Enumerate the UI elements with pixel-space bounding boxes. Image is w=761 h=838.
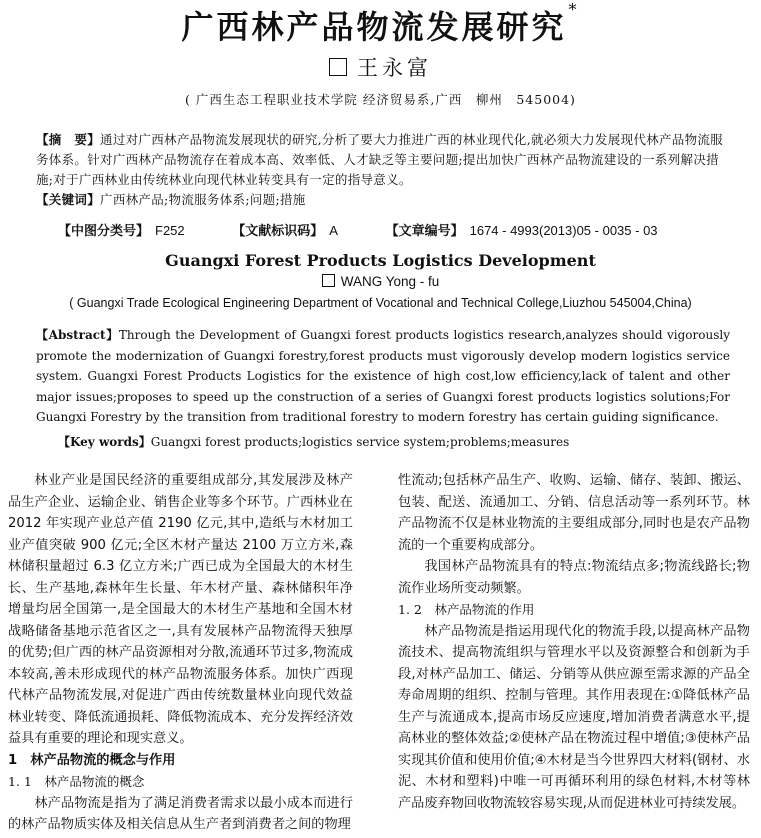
english-author-line (0, 274, 761, 289)
author-name: 王永富 (357, 56, 432, 80)
keywords-en-text: Guangxi forest products;logistics service system;problems;measures (150, 435, 570, 449)
section-1-1-features: 我国林产品物流具有的特点:物流结点多;物流线路长;物流作业场所变动频繁。 (398, 559, 750, 596)
section-1-1-paragraph-cont: 性流动;包括林产品生产、收购、运输、储存、装卸、搬运、包装、配送、流通加工、分销、信息活动等一系列环节。林产品物流不仅是林业物流的主要组成部分,同时也是农产品物流的一个重要构成部分。 (398, 473, 750, 553)
section-1-1-paragraph-start: 林产品物流是指为了满足消费者需求以最小成本而进行的林产品物质实体及相关信息从生产者到消费者之间的物理 (8, 795, 353, 832)
english-title: Guangxi Forest Products Logistics Development (165, 251, 596, 270)
body-left-column (8, 470, 353, 836)
paper-title: 广西林产品物流发展研究 * (181, 0, 580, 46)
classification-row (58, 220, 664, 239)
keywords-zh-text: 广西林产品;物流服务体系;问题;措施 (100, 192, 306, 207)
author-box-icon (329, 58, 347, 76)
article-number-value: 1674 - 4993(2013)05 - 0035 - 03 (469, 223, 658, 238)
title-footnote-mark: * (568, 0, 580, 19)
keywords-zh-label: 【关键词】 (36, 192, 101, 207)
english-affiliation: ( Guangxi Trade Ecological Engineering Department of Vocational and Technical College,Liuzhou 545004,China) (69, 296, 692, 310)
abstract-en-text: Through the Development of Guangxi forest products logistics research,analyzes should vigorously promote the modernization of Guangxi forestry,forest products must vigorously develop modern logistics service system. Guangxi Forest Products Logistics for the existence of high cost,low efficiency,lack of talent and other major issues;proposes to speed up the construction of a series of Guangxi forest products logistics solutions;For Guangxi Forestry by the transition from traditional forestry to modern forestry has certain guiding significance. (36, 328, 730, 425)
keywords-en-label: 【Key words】 (58, 435, 151, 449)
clc-label: 【中图分类号】 (58, 223, 150, 238)
author-line (0, 52, 761, 82)
clc-value: F252 (155, 223, 185, 238)
doc-code-value: A (329, 223, 338, 238)
intro-paragraph: 林业产业是国民经济的重要组成部分,其发展涉及林产品生产企业、运输企业、销售企业等多个环节。广西林业在 2012 年实现产业总产值 2190 亿元,其中,造纸与木材加工业产值突破 900 亿元;全区木材产量达 2100 万立方米,森林储积量超过 6.3 亿立方米;广西已成为全国最大的木材生长、生产基地,森林年生长量、年木材产量、森林储积年净增量均居全国第一,是全国最大的木材生产基地和全国木材战略储备基地示范省区之一,具有发展林产品物流得天独厚的优势;但广西的林产品资源相对分散,流通环节过多,物流成本较高,善未形成现代的林产品物流服务体系。加快广西现代林产品物流发展,对促进广西由传统数量林业向现代效益林业转变、降低流通损耗、降低物流成本、充分发挥经济效益具有重要的理论和现实意义。 (8, 473, 353, 746)
abstract-zh (36, 130, 730, 210)
abstract-zh-label: 【摘 要】 (36, 132, 101, 147)
english-author-box-icon (322, 274, 335, 287)
abstract-en (36, 325, 730, 428)
article-number-label: 【文章编号】 (385, 223, 464, 238)
doc-code-label: 【文献标识码】 (232, 223, 324, 238)
keywords-en (58, 433, 569, 450)
abstract-en-label: 【Abstract】 (36, 328, 119, 342)
section-1-2-paragraph: 林产品物流是指运用现代化的物流手段,以提高林产品物流技术、提高物流组织与管理水平以及资源整合和创新为手段,对林产品加工、储运、分销等从供应源至需求源的产品全寿命周期的组织、控制与管理。其作用表现在:①降低林产品生产与流通成本,提高市场反应速度,增加消费者满意水平,提高林业的整体效益;②使林产品在物流过程中增值;③使林产品实现其价值和使用价值;④木材是当今世界四大材料(钢材、水泥、木材和塑料)中唯一可再循环利用的绿色材料,木材等林产品废弃物回收物流较容易实现,从而促进林业可持续发展。 (398, 623, 750, 811)
section-1-2-heading: 1. 2 林产品物流的作用 (398, 602, 535, 617)
section-1-heading: 1 林产品物流的概念与作用 (8, 752, 176, 768)
abstract-zh-text: 通过对广西林产品物流发展现状的研究,分析了要大力推进广西的林业现代化,就必须大力发展现代林产品物流服务体系。针对广西林产品物流存在着成本高、效率低、人才缺乏等主要问题;提出加快广西林产品物流建设的一系列解决措施;对于广西林业由传统林业向现代林业转变具有一定的指导意义。 (36, 132, 723, 187)
body-right-column (398, 470, 750, 814)
affiliation: ( 广西生态工程职业技术学院 经济贸易系,广西 柳州 545004) (185, 92, 576, 107)
section-1-1-heading: 1. 1 林产品物流的概念 (8, 774, 145, 789)
english-author-name: WANG Yong - fu (340, 274, 440, 289)
